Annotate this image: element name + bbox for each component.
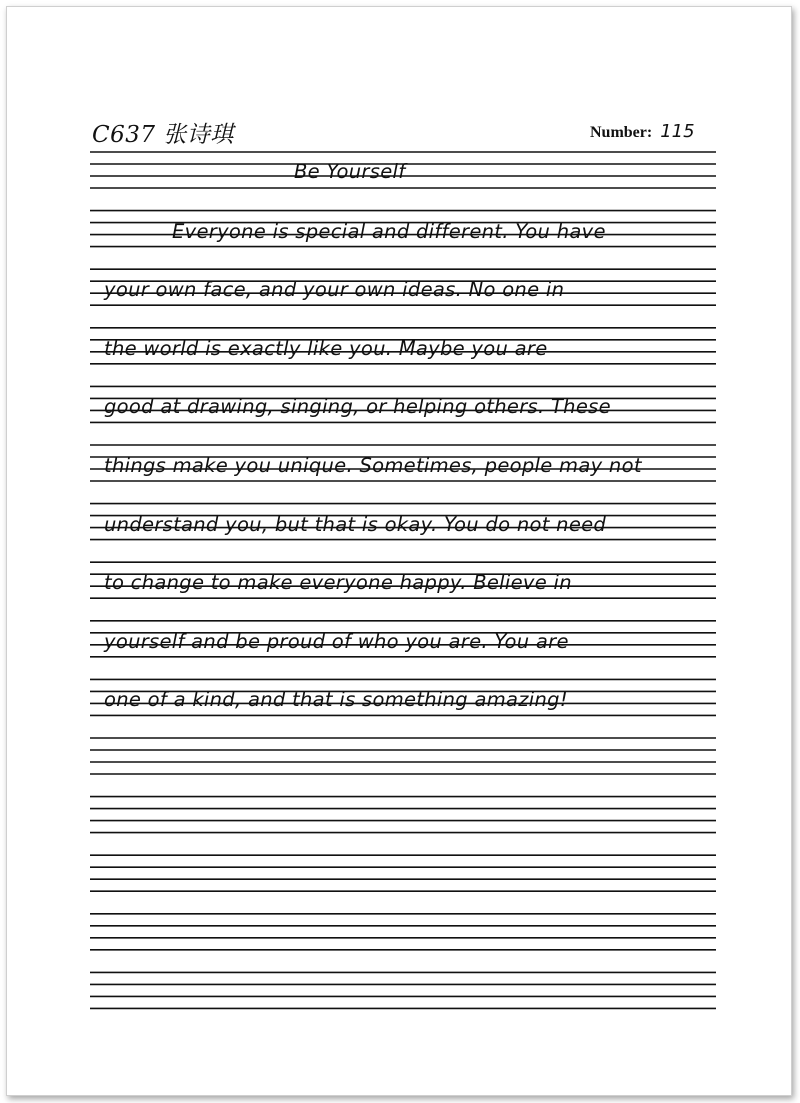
essay-title: Be Yourself: [294, 160, 406, 183]
essay-line: good at drawing, singing, or helping others. These: [104, 395, 611, 419]
number-label: Number:: [590, 124, 653, 141]
essay-line: one of a kind, and that is something amazing!: [104, 688, 568, 712]
number-block: [590, 121, 695, 142]
essay-line: your own face, and your own ideas. No one in: [104, 278, 565, 302]
essay-line: things make you unique. Sometimes, people may not: [104, 454, 642, 477]
essay-line: yourself and be proud of who you are. You are: [104, 629, 569, 653]
essay-line: understand you, but that is okay. You do not need: [104, 512, 607, 536]
essay-line: the world is exactly like you. Maybe you are: [104, 336, 548, 360]
student-id: C637 张诗琪: [92, 122, 234, 148]
number-value: 115: [660, 121, 695, 142]
essay-line: to change to make everyone happy. Believe in: [104, 571, 572, 595]
essay-line: Everyone is special and different. You have: [172, 219, 606, 243]
